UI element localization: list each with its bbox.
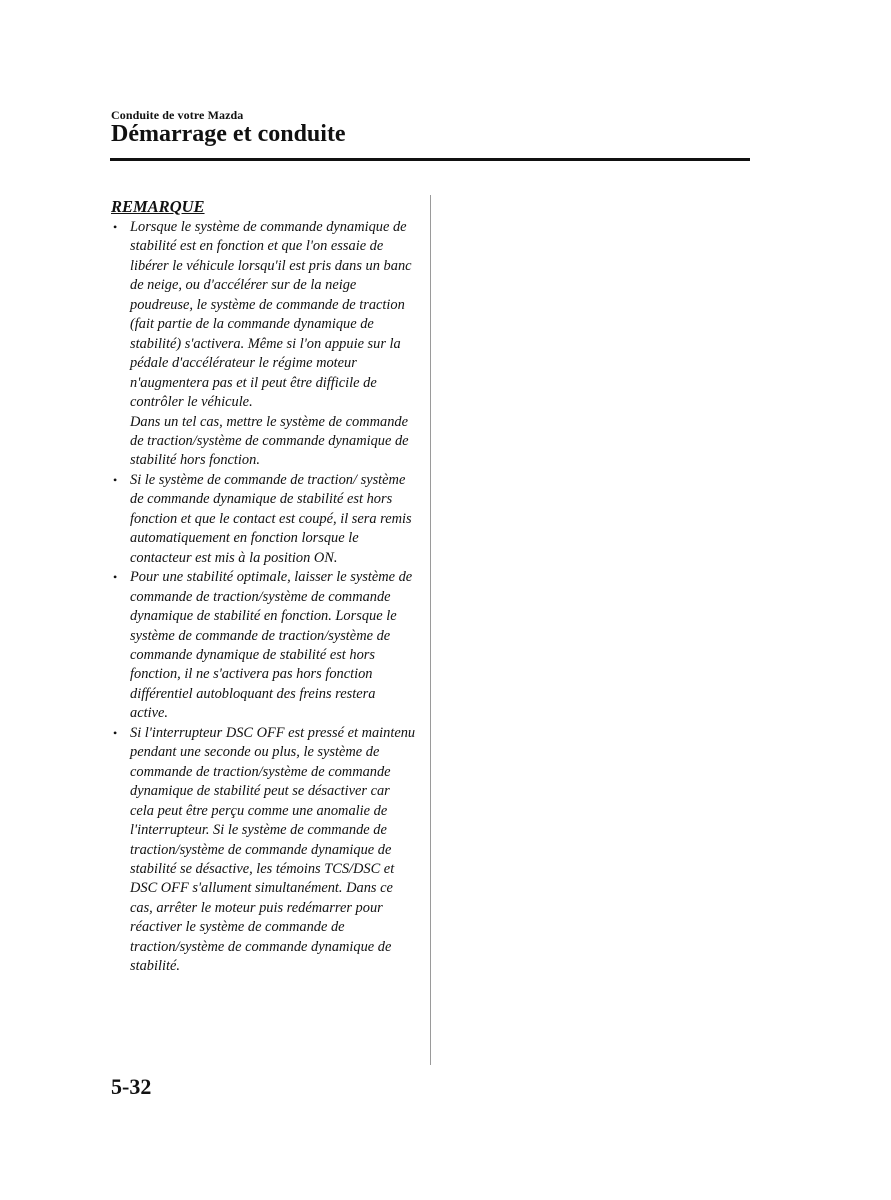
- note-item: [111, 568, 416, 724]
- note-list: [111, 218, 416, 977]
- bullet-icon: •: [113, 570, 118, 585]
- header-rule: [110, 158, 750, 161]
- note-item: [111, 724, 416, 977]
- section-label: Conduite de votre Mazda: [111, 108, 244, 122]
- page-title: Démarrage et conduite: [111, 121, 346, 147]
- note-paragraph: Pour une stabilité optimale, laisser le système de commande de traction/système de commande dynamique de stabilité en fonction. Lorsque le système de commande de traction/système de commande dynamique de stabilité est hors fonction, il ne s'activera pas hors fonction différentiel autobloquant des freins restera active.: [130, 569, 413, 722]
- note-heading: REMARQUE: [111, 197, 205, 216]
- note-block: [111, 196, 416, 977]
- note-paragraph: Dans un tel cas, mettre le système de commande de traction/système de commande dynamique de stabilité hors fonction.: [130, 413, 409, 469]
- note-paragraph: Lorsque le système de commande dynamique de stabilité est en fonction et que l'on essaie de libérer le véhicule lorsqu'il est pris dans un banc de neige, ou d'accélérer sur de la neige poudreuse, le système de commande de traction (fait partie de la commande dynamique de stabilité) s'activera. Même si l'on appuie sur la pédale d'accélérateur le régime moteur n'augmentera pas et il peut être difficile de contrôler le véhicule.: [130, 219, 412, 411]
- bullet-icon: •: [113, 220, 118, 234]
- note-item: [111, 471, 416, 568]
- note-paragraph: Si l'interrupteur DSC OFF est pressé et maintenu pendant une seconde ou plus, le système de commande de traction/système de commande dynamique de stabilité peut se désactiver car cela peut être perçu comme une anomalie de l'interrupteur. Si le système de commande de traction/système de commande dynamique de stabilité se désactive, les témoins TCS/DSC et DSC OFF s'allument simultanément. Dans ce cas, arrêter le moteur puis redémarrer pour réactiver le système de commande de traction/système de commande dynamique de stabilité.: [130, 724, 416, 975]
- note-paragraph: Si le système de commande de traction/ système de commande dynamique de stabilité est hors fonction et que le contact est coupé, il sera remis automatiquement en fonction lorsque le contacteur est mis à la position ON.: [130, 471, 412, 566]
- note-item: [111, 218, 416, 471]
- column-divider: [430, 195, 431, 1065]
- bullet-icon: •: [113, 725, 118, 740]
- page-number: 5-32: [111, 1074, 152, 1099]
- bullet-icon: •: [113, 472, 118, 487]
